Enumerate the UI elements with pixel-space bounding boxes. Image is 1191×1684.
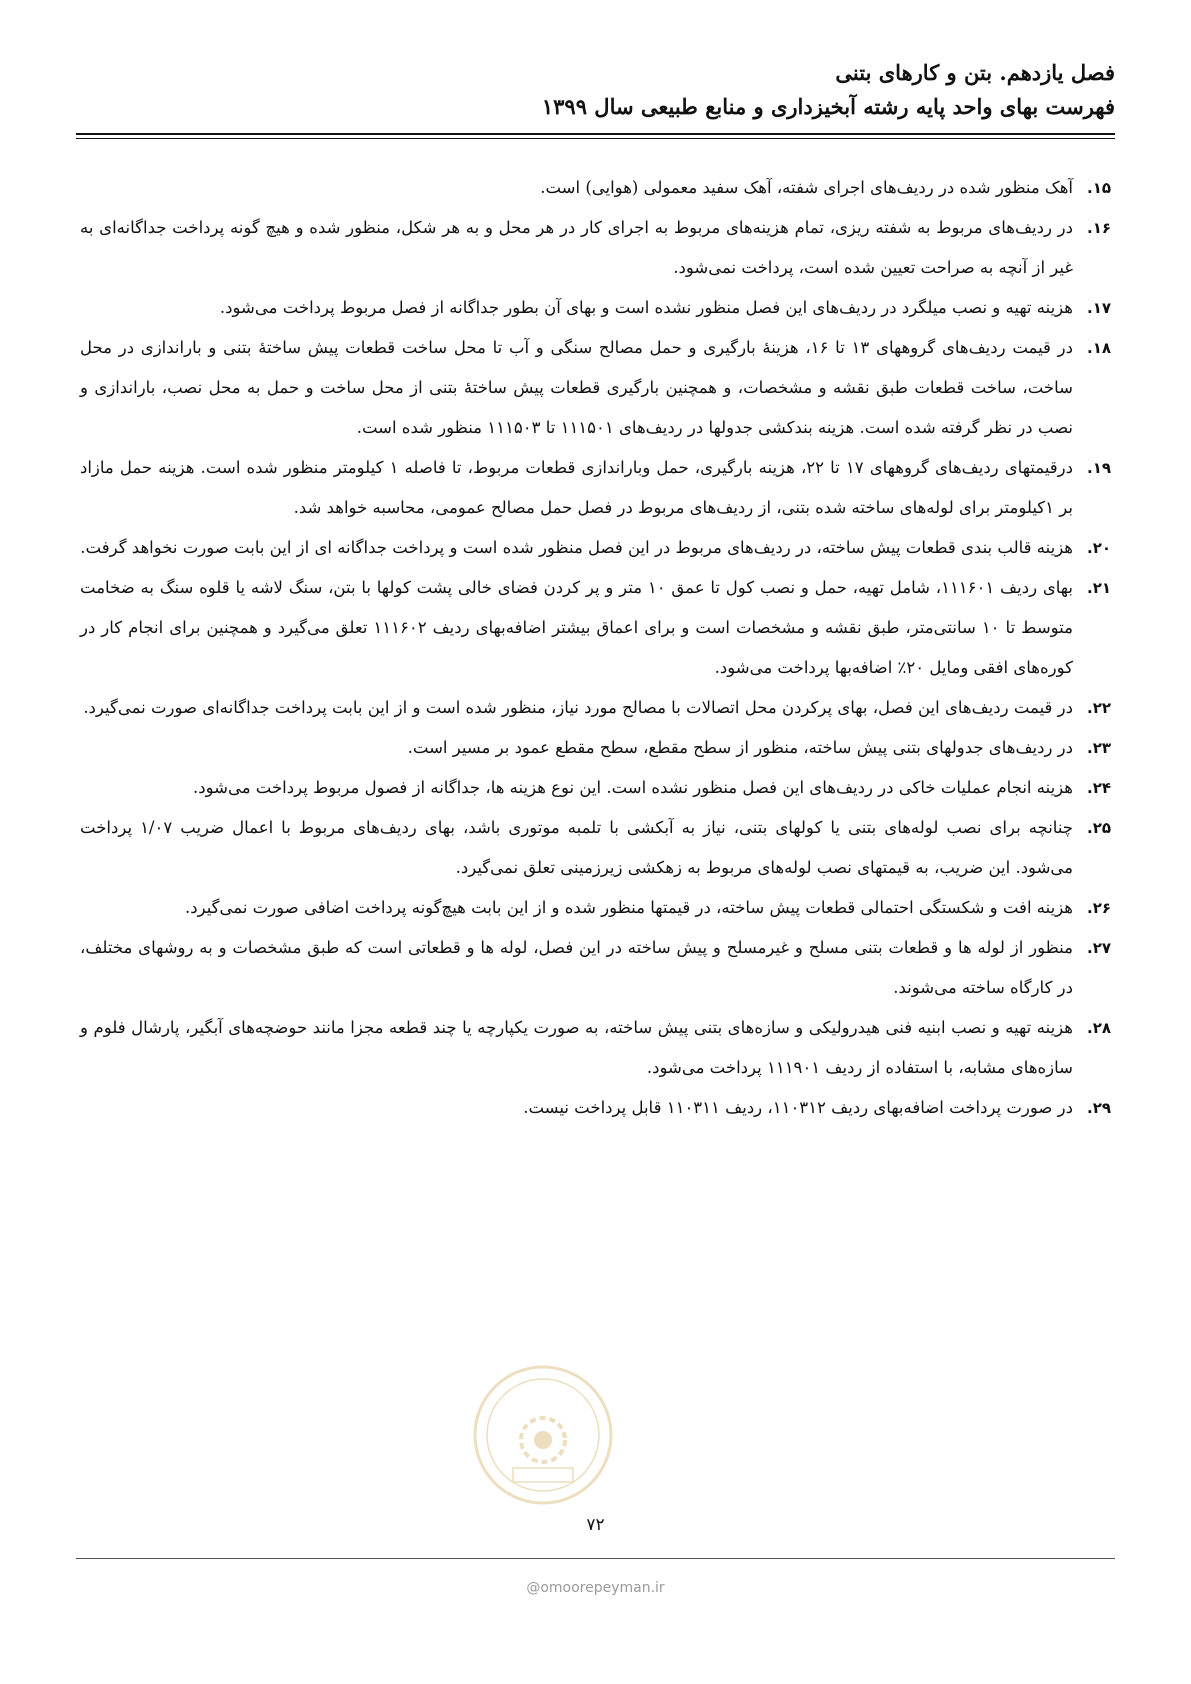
website-watermark: @omoorepeyman.ir: [526, 1580, 665, 1596]
item-text: هزینه انجام عملیات خاکی در ردیف‌های این فصل منظور نشده است. این نوع هزینه ها، جداگانه از فصول مربوط پرداخت می‌شود.: [193, 778, 1073, 797]
list-item: [80, 808, 1111, 888]
list-item: [80, 528, 1111, 568]
item-text: در قیمت ردیف‌های این فصل، بهای پرکردن محل اتصالات با مصالح مورد نیاز، منظور شده است و از این بابت پرداخت جداگانه‌ای صورت نمی‌گیرد.: [83, 698, 1073, 717]
list-item: [80, 1008, 1111, 1088]
item-number: ۱۹.: [1086, 459, 1111, 477]
item-text: هزینه افت و شکستگی احتمالی قطعات پیش ساخته، در قیمتها منظور شده و از این بابت هیچ‌گونه پرداخت اضافی صورت نمی‌گیرد.: [185, 898, 1073, 917]
list-item: [80, 768, 1111, 808]
item-number: ۲۷.: [1086, 939, 1111, 957]
item-number: ۲۹.: [1086, 1099, 1111, 1117]
item-text: هزینه قالب بندی قطعات پیش ساخته، در ردیف‌های مربوط در این فصل منظور شده است و پرداخت جداگانه ای از این بابت صورت نخواهد گرفت.: [80, 538, 1073, 557]
item-number: ۲۰.: [1086, 539, 1111, 557]
item-text: هزینه تهیه و نصب میلگرد در ردیف‌های این فصل منظور نشده است و بهای آن بطور جداگانه از فصل مربوط پرداخت می‌شود.: [219, 298, 1073, 317]
list-item: [80, 928, 1111, 1008]
footer-rule: [76, 1558, 1115, 1559]
item-text: آهک منظور شده در ردیف‌های اجرای شفته، آهک سفید معمولی (هوایی) است.: [540, 178, 1073, 197]
item-text: هزینه تهیه و نصب ابنیه فنی هیدرولیکی و سازه‌های بتنی پیش ساخته، به صورت یکپارچه یا چند قطعه مجزا مانند حوضچه‌های آبگیر، پارشال فلوم و سازه‌های مشابه، با استفاده از ردیف ۱۱۱۹۰۱ پرداخت می‌شود.: [80, 1018, 1073, 1077]
list-item: [80, 728, 1111, 768]
item-text: در قیمت ردیف‌های گروههای ۱۳ تا ۱۶، هزینهٔ بارگیری و حمل مصالح سنگی و آب تا محل ساخت قطعات پیش ساختهٔ بتنی و باراندازی در محل ساخت، ساخت قطعات طبق نقشه و مشخصات، و همچنین بارگیری قطعات پیش ساختهٔ بتنی از محل ساخت و حمل به محل نصب، باراندازی و نصب در نظر گرفته شده است. هزینه بندکشی جدولها در ردیف‌های ۱۱۱۵۰۱ تا ۱۱۱۵۰۳ منظور شده است.: [80, 338, 1073, 437]
list-item: [80, 288, 1111, 328]
list-item: [80, 568, 1111, 688]
list-item: [80, 688, 1111, 728]
list-title: فهرست بهای واحد پایه رشته آبخیزداری و منابع طبیعی سال ۱۳۹۹: [541, 94, 1115, 119]
item-text: در ردیف‌های جدولهای بتنی پیش ساخته، منظور از سطح مقطع، سطح مقطع عمود بر مسیر است.: [407, 738, 1073, 757]
item-text: بهای ردیف ۱۱۱۶۰۱، شامل تهیه، حمل و نصب کول تا عمق ۱۰ متر و پر کردن فضای خالی پشت کولها با بتن، سنگ لاشه یا قلوه سنگ به ضخامت متوسط تا ۱۰ سانتی‌متر، طبق نقشه و مشخصات است و برای اعماق بیشتر اضافه‌بهای ردیف ۱۱۱۶۰۲ تعلق می‌گیرد و همچنین برای انجام کار در کوره‌های افقی ومایل ۲۰٪ اضافه‌بها پرداخت می‌شود.: [80, 578, 1073, 677]
item-number: ۲۴.: [1086, 779, 1111, 797]
item-text: در ردیف‌های مربوط به شفته ریزی، تمام هزینه‌های مربوط به اجرای کار در هر محل و به هر شکل، منظور شده و هیچ گونه پرداخت جداگانه‌ای به غیر از آنچه به صراحت تعیین شده است، پرداخت نمی‌شود.: [80, 218, 1073, 277]
item-number: ۲۳.: [1086, 739, 1111, 757]
item-number: ۲۲.: [1086, 699, 1111, 717]
chapter-title: فصل یازدهم. بتن و کارهای بتنی: [835, 60, 1115, 85]
seal-watermark-icon: [468, 1360, 618, 1510]
list-item: [80, 208, 1111, 288]
item-number: ۲۵.: [1086, 819, 1111, 837]
list-item: [80, 888, 1111, 928]
header-rule-thin: [76, 138, 1115, 139]
item-text: درقیمتهای ردیف‌های گروههای ۱۷ تا ۲۲، هزینه بارگیری، حمل وباراندازی قطعات مربوط، تا فاصله ۱ کیلومتر منظور شده است. هزینه حمل مازاد بر ۱کیلومتر برای لوله‌های ساخته شده بتنی، از ردیف‌های مربوط در فصل حمل مصالح عمومی، محاسبه خواهد شد.: [80, 458, 1073, 517]
list-item: [80, 1088, 1111, 1128]
page-number: ۷۲: [586, 1515, 605, 1535]
item-text: چنانچه برای نصب لوله‌های بتنی یا کولهای بتنی، نیاز به آبکشی با تلمبه موتوری باشد، بهای ردیف‌های مربوط با اعمال ضریب ۱/۰۷ پرداخت می‌شود. این ضریب، به قیمتهای نصب لوله‌های مربوط به زهکشی زیرزمینی تعلق نمی‌گیرد.: [80, 818, 1073, 877]
numbered-list: [80, 168, 1111, 1128]
list-item: [80, 328, 1111, 448]
list-item: [80, 448, 1111, 528]
header-rule-thick: [76, 133, 1115, 135]
item-number: ۲۸.: [1086, 1019, 1111, 1037]
item-number: ۲۶.: [1086, 899, 1111, 917]
item-text: در صورت پرداخت اضافه‌بهای ردیف ۱۱۰۳۱۲، ردیف ۱۱۰۳۱۱ قابل پرداخت نیست.: [523, 1098, 1073, 1117]
item-number: ۱۶.: [1086, 219, 1111, 237]
item-number: ۱۸.: [1086, 339, 1111, 357]
item-text: منظور از لوله ها و قطعات بتنی مسلح و غیرمسلح و پیش ساخته در این فصل، لوله ها و قطعاتی است که طبق مشخصات و به روشهای مختلف، در کارگاه ساخته می‌شوند.: [80, 938, 1073, 997]
item-number: ۱۷.: [1086, 299, 1111, 317]
item-number: ۱۵.: [1086, 179, 1111, 197]
page-header: [76, 58, 1115, 122]
list-item: [80, 168, 1111, 208]
item-number: ۲۱.: [1086, 579, 1111, 597]
